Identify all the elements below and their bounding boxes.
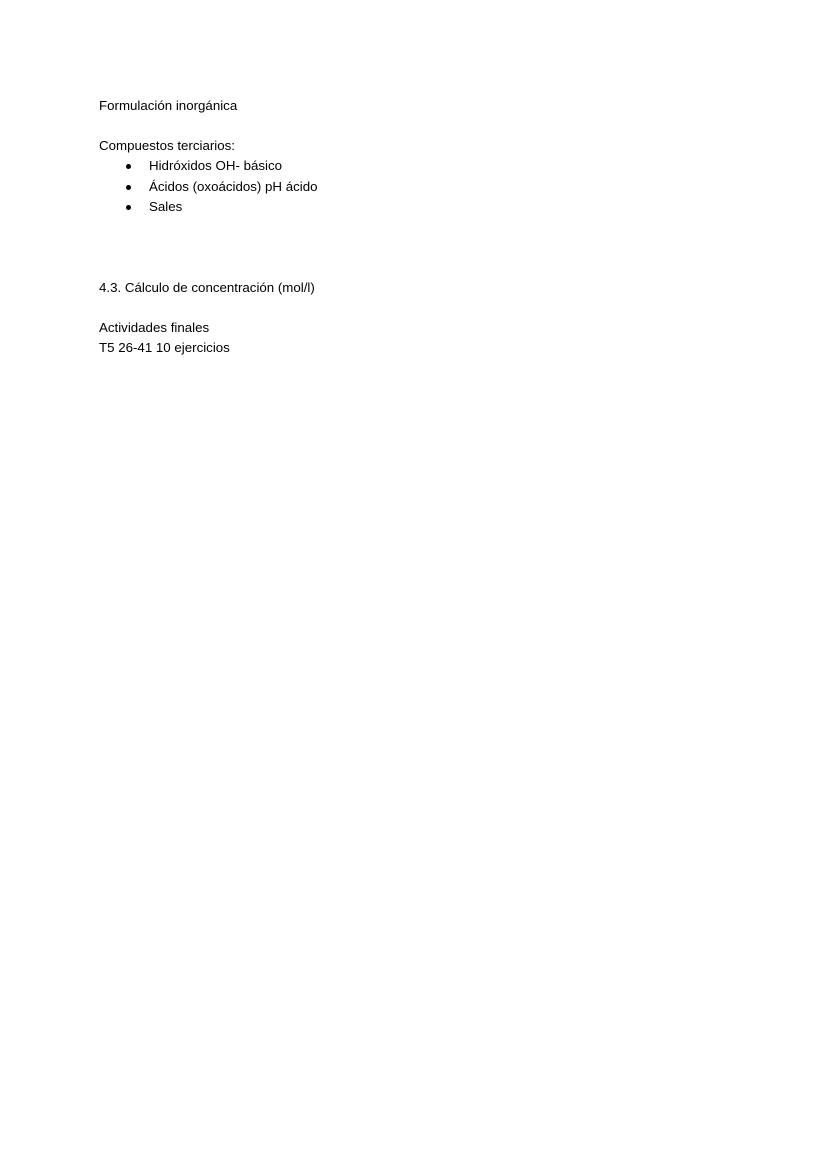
activities-detail: T5 26-41 10 ejercicios (99, 339, 230, 355)
bullet-dot-icon (126, 164, 131, 169)
document-title: Formulación inorgánica (99, 98, 238, 113)
spacer (99, 218, 729, 258)
list-item-label: Sales (149, 199, 183, 214)
activities-heading: Actividades finales (99, 319, 210, 335)
list-item (99, 197, 729, 218)
section-intro: Compuestos terciarios: (99, 138, 235, 153)
document-body (99, 96, 729, 358)
list-item-label: Ácidos (oxoácidos) pH ácido (149, 178, 318, 194)
numbered-section-heading: 4.3. Cálculo de concentración (mol/l) (99, 279, 315, 295)
spacer (99, 116, 729, 136)
list-item (99, 156, 729, 177)
bullet-dot-icon (126, 185, 131, 190)
spacer (99, 258, 729, 278)
bullet-list (99, 156, 729, 218)
list-item-label: Hidróxidos OH- básico (149, 158, 283, 173)
bullet-dot-icon (126, 205, 131, 210)
list-item (99, 177, 729, 198)
spacer (99, 298, 729, 318)
